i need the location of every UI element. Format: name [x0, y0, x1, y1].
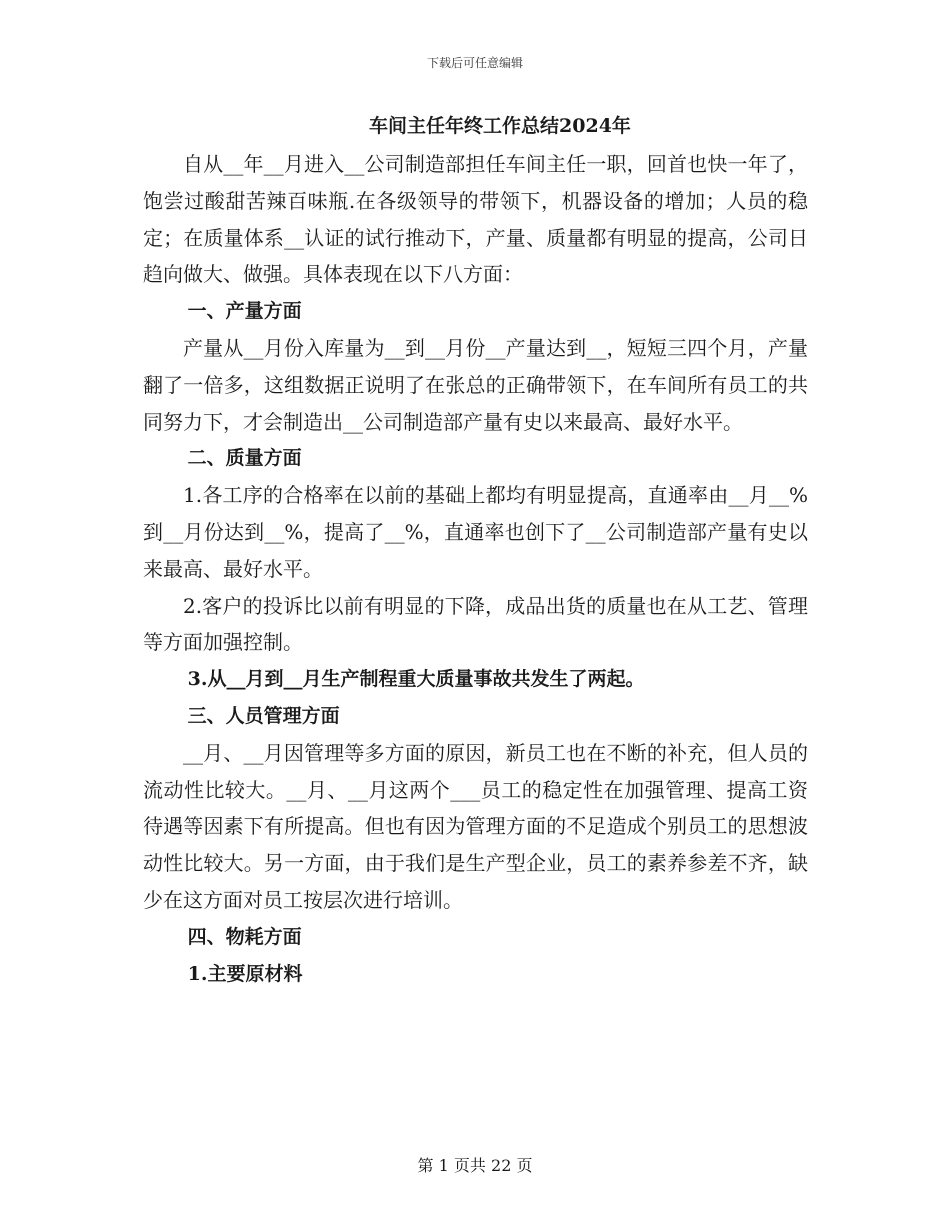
- page-current: 1: [438, 1156, 449, 1175]
- intro-paragraph: 自从__年__月进入__公司制造部担任车间主任一职，回首也快一年了，饱尝过酸甜苦辣百味瓶.在各级领导的带领下，机器设备的增加；人员的稳定；在质量体系__认证的试行推动下，产量、质量都有明显的提高，公司日趋向做大、做强。具体表现在以下八方面：: [143, 152, 808, 287]
- document-title: 车间主任年终工作总结2024年: [369, 115, 631, 137]
- header-note: 下载后可任意编辑: [426, 56, 523, 70]
- quality-item-2: 2.客户的投诉比以前有明显的下降，成品出货的质量也在从工艺、管理等方面加强控制。: [143, 593, 808, 655]
- page-prefix: 第: [417, 1156, 434, 1175]
- materials-sub-item-1: 1.主要原材料: [187, 962, 303, 985]
- quality-item-3: 3.从__月到__月生产制程重大质量事故共发生了两起。: [187, 668, 645, 691]
- document-body: [143, 146, 808, 992]
- page-middle: 页共: [453, 1156, 486, 1175]
- section-heading-output: 一、产量方面: [187, 300, 302, 323]
- page-total: 22: [491, 1156, 512, 1175]
- section-heading-quality: 二、质量方面: [187, 447, 302, 470]
- page-number: [0, 1153, 950, 1176]
- page-suffix: 页: [516, 1156, 533, 1175]
- section-heading-personnel: 三、人员管理方面: [187, 704, 340, 727]
- section-heading-materials: 四、物耗方面: [187, 925, 302, 948]
- section-personnel-body: __月、__月因管理等多方面的原因，新员工也在不断的补充，但人员的流动性比较大。__月、__月这两个___员工的稳定性在加强管理、提高工资待遇等因素下有所提高。但也有因为管理方面的不足造成个别员工的思想波动性比较大。另一方面，由于我们是生产型企业，员工的素养参差不齐，缺少在这方面对员工按层次进行培训。: [143, 740, 808, 912]
- quality-item-1: 1.各工序的合格率在以前的基础上都均有明显提高，直通率由__月__%到__月份达到__%，提高了__%，直通率也创下了__公司制造部产量有史以来最高、最好水平。: [143, 483, 808, 581]
- section-output-body: 产量从__月份入库量为__到__月份__产量达到__，短短三四个月，产量翻了一倍多，这组数据正说明了在张总的正确带领下，在车间所有员工的共同努力下，才会制造出__公司制造部产量有史以来最高、最好水平。: [143, 335, 808, 434]
